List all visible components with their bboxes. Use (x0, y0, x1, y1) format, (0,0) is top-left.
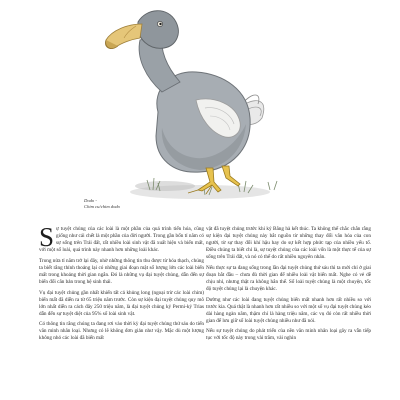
paragraph: Trong nửa tỉ năm trở lại đây, nhờ những thông tin thu được từ hóa thạch, chúng ta biết rằng thỉnh thoảng lại có những giai đoạn mật số lượng lớn các loài biến mất trong khoảng thời gian ngắn. Đó là những vụ đại tuyệt chủng, dẫn đến sự biến đổi căn bản trong hệ sinh thái. (39, 257, 204, 285)
figure-caption (84, 198, 174, 210)
paragraph: Sự tuyệt chủng của các loài là một phần của quá trình tiến hóa, cũng giống như cái chết là một phần của đời người. Trong gần bốn tỉ năm có sự sống trên Trái đất, rất nhiều loài sinh vật đã xuất hiện và biến mất, với một số loài, quá trình này nhanh hơn những loài khác. (39, 222, 204, 254)
paragraph: vật đã tuyệt chủng trước khi kỷ Băng hà kết thúc. Ta không thể chắc chắn rằng sự kiện đại tuyệt chủng này bắt nguồn từ những thay đổi văn hóa của con người, từ sự thay đổi khí hậu hay do sự kết hợp phức tạp của nhiều yếu tố. Điều chúng ta biết chỉ là, sự tuyệt chủng của các loài vốn là một thực tế của sự sống trên Trái đất, và nó có thể do rất nhiều nguyên nhân. (206, 226, 371, 261)
paragraph: Dường như các loài đang tuyệt chủng biến mất nhanh hơn rất nhiều so với trước kia. Quá thật là nhanh hơn rất nhiều so với một số vụ đại tuyệt chủng kéo dài hàng ngàn năm, thậm chí là hàng triệu năm, các vụ đó còn rất nhiều thời gian để lưu giữ số loài tuyệt chủng nhiều như đã nói. (206, 296, 371, 324)
paragraph: Nếu thực sự ta đang sống trong lần đại tuyệt chủng thứ sáu thì ta mới chỉ ở giai đoạn bắt đầu – chưa đủ thời gian để nhiều loài vật biến mất. Nghe có vẻ dễ chịu nhỉ, nhưng thật ra không hẳn thế. Số loài tuyệt chủng là một chuyện, tốc độ tuyệt chủng lại là chuyện khác. (206, 264, 371, 292)
paragraph: Nếu sự tuyệt chủng do phát triển của nền văn minh nhân loại gây ra vẫn tiếp tục với tốc độ này trong vài trăm, vài nghìn (206, 328, 371, 342)
dodo-head (105, 11, 180, 92)
caption-name: Dodo - (84, 198, 97, 203)
right-column (206, 226, 371, 346)
drop-cap: S (39, 222, 55, 252)
caption-subtitle: Chim cu/chim dodo (84, 203, 120, 209)
left-column (39, 222, 204, 346)
paragraph: Vụ đại tuyệt chủng gần nhất khiến tất cả khủng long (ngoại trừ các loài chim) biến mất đã diễn ra từ 65 triệu năm trước. Còn sự kiện đại tuyệt chủng quy mô lớn nhất diễn ra cách đây 250 triệu năm, là đại tuyệt chủng kỷ Permi-kỷ Trias dẫn đến sự tuyệt diệt của 95% số loài sinh vật. (39, 289, 204, 317)
paragraph: Có thông tin rằng chúng ta đang rơi vào thời kỳ đại tuyệt chủng thứ sáu do tiến văn minh nhân loại. Nhưng có lẽ không đơn giản như vậy. Mặc dù một lượng không nhỏ các loài đã biến mất (39, 321, 204, 342)
